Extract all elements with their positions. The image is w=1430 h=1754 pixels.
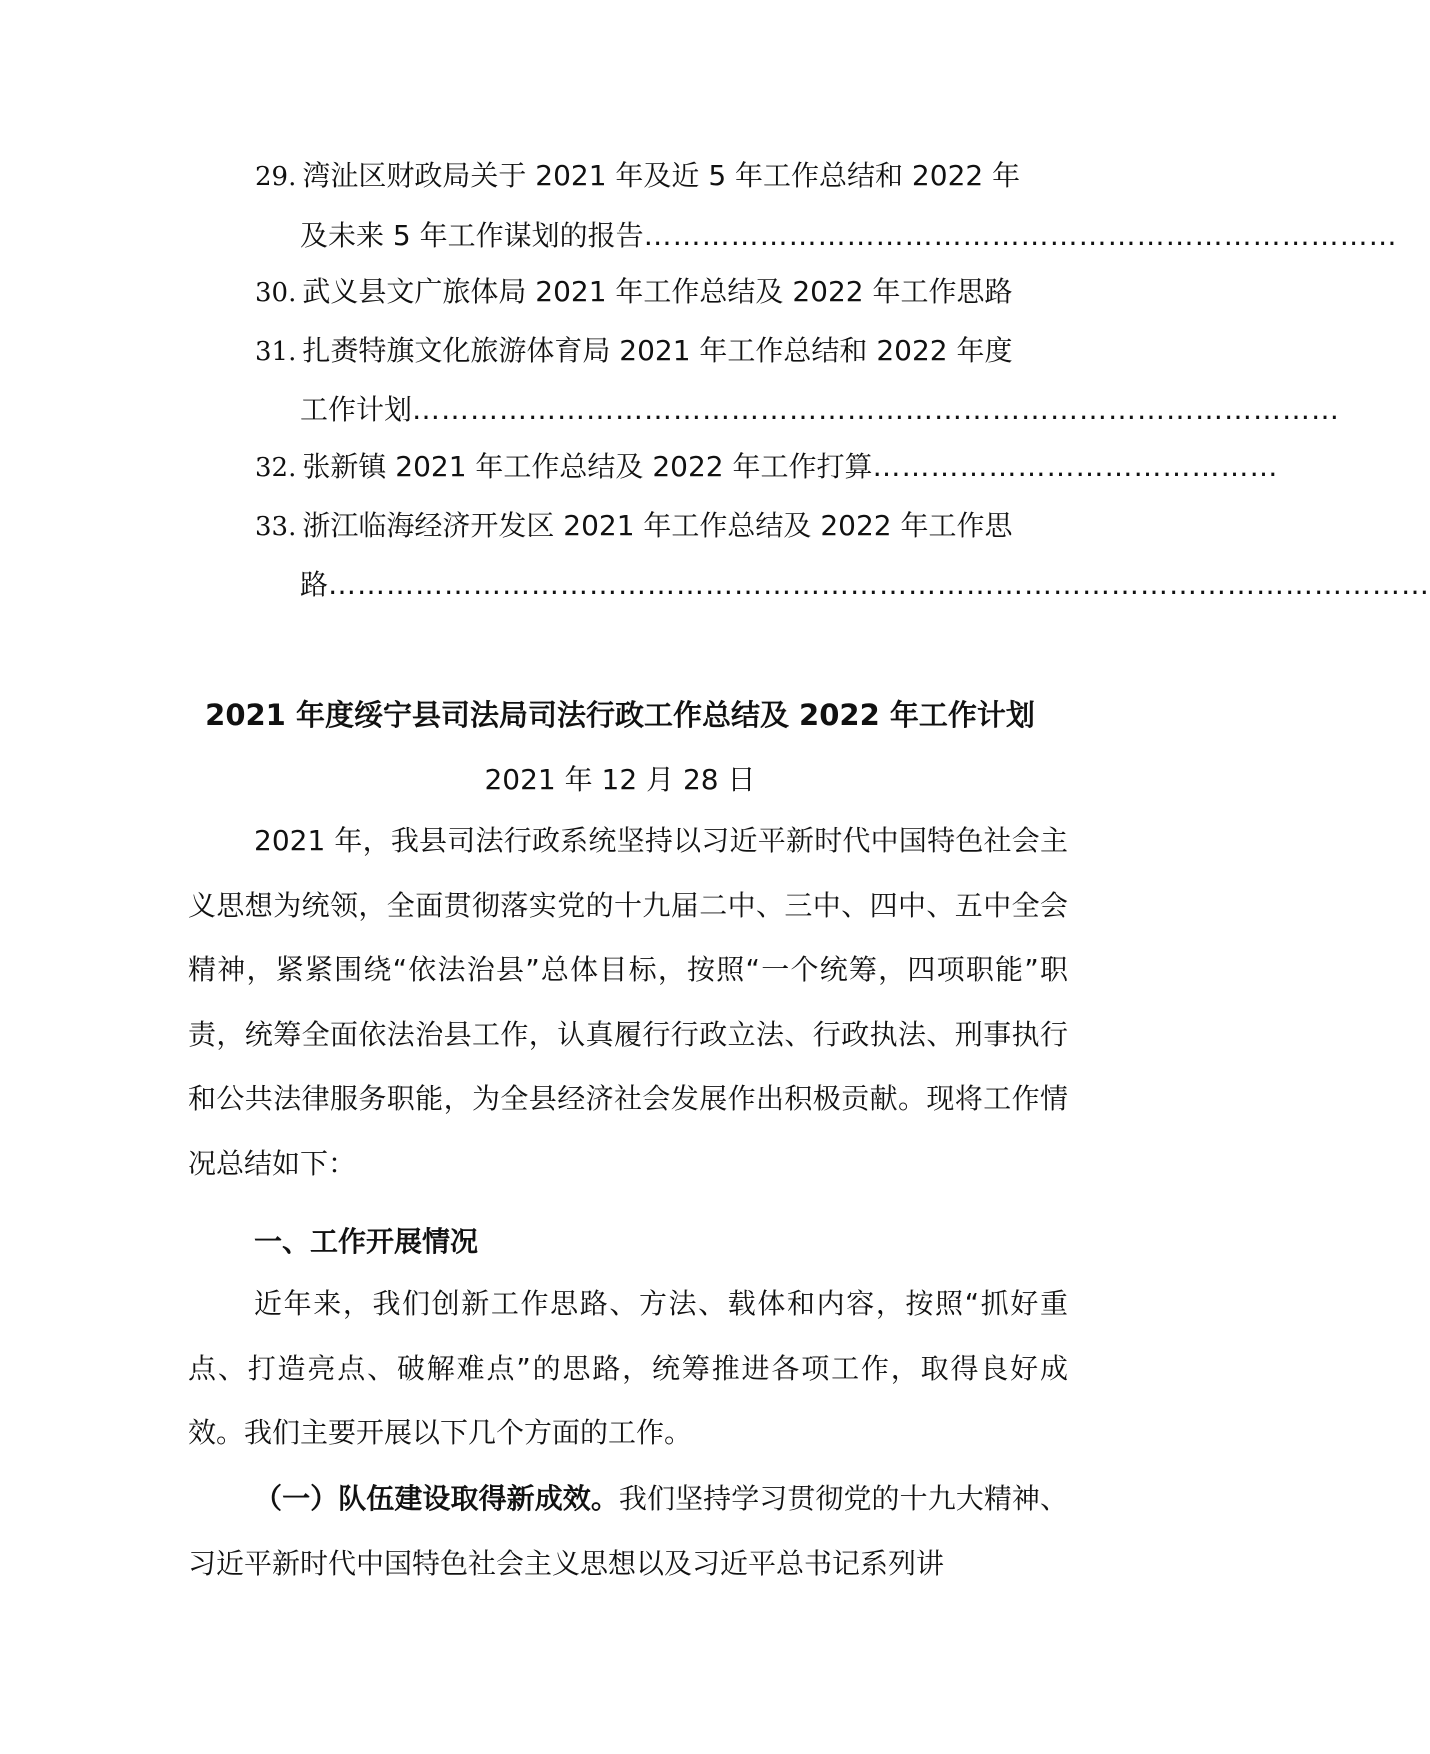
toc-title: 武义县文广旅体局 2021 年工作总结及 2022 年工作思路 — [302, 275, 1013, 308]
subsection-paragraph — [188, 1467, 1068, 1596]
toc-item-32[interactable] — [255, 447, 1279, 487]
toc-leader-dots: …………………………………………………………………………………… — [412, 393, 1341, 426]
toc-title-cont: 及未来 5 年工作谋划的报告 — [300, 219, 644, 252]
toc-number: 32. — [255, 453, 297, 483]
subsection-text: 我们坚持学习贯彻党的十九大精神、习近平新时代中国特色社会主义思想以及习近平总书记系列讲 — [188, 1482, 1068, 1580]
toc-item-31[interactable] — [255, 331, 1055, 371]
toc-title-cont: 路 — [300, 568, 329, 601]
toc-item-29[interactable] — [255, 156, 1055, 196]
toc-title: 扎赉特旗文化旅游体育局 2021 年工作总结和 2022 年度 — [302, 334, 1013, 367]
toc-item-29-cont[interactable] — [300, 216, 1398, 256]
section-heading: 一、工作开展情况 — [254, 1225, 479, 1258]
toc-item-33-cont[interactable] — [300, 565, 1430, 605]
toc-number: 30. — [255, 278, 297, 308]
toc-number: 33. — [255, 512, 297, 542]
toc-item-30[interactable] — [255, 272, 1055, 312]
toc-item-31-cont[interactable] — [300, 390, 1341, 430]
toc-title: 浙江临海经济开发区 2021 年工作总结及 2022 年工作思 — [302, 509, 1013, 542]
toc-leader-dots: …………………………………… — [872, 450, 1279, 483]
toc-item-33[interactable] — [255, 506, 1055, 546]
toc-number: 29. — [255, 162, 297, 192]
document-date: 2021 年 12 月 28 日 — [484, 763, 756, 796]
toc-title: 张新镇 2021 年工作总结及 2022 年工作打算 — [302, 450, 873, 483]
section-paragraph: 近年来，我们创新工作思路、方法、载体和内容，按照“抓好重点、打造亮点、破解难点”的思路，统筹推进各项工作，取得良好成效。我们主要开展以下几个方面的工作。 — [188, 1287, 1068, 1449]
toc-leader-dots: …………………………………………………………………………………………………… — [328, 568, 1430, 601]
toc-title: 湾沚区财政局关于 2021 年及近 5 年工作总结和 2022 年 — [302, 159, 1021, 192]
toc-number: 31. — [255, 337, 297, 367]
intro-paragraph: 2021 年，我县司法行政系统坚持以习近平新时代中国特色社会主义思想为统领，全面贯彻落实党的十九届二中、三中、四中、五中全会精神，紧紧围绕“依法治县”总体目标，按照“一个统筹，四项职能”职责，统筹全面依法治县工作，认真履行行政立法、行政执法、刑事执行和公共法律服务职能，为全县经济社会发展作出积极贡献。现将工作情况总结如下： — [188, 824, 1068, 1180]
subsection-heading: （一）队伍建设取得新成效。 — [254, 1482, 619, 1515]
toc-leader-dots: …………………………………………………………………… — [643, 219, 1398, 252]
document-title: 2021 年度绥宁县司法局司法行政工作总结及 2022 年工作计划 — [205, 698, 1035, 732]
toc-title-cont: 工作计划 — [300, 393, 413, 426]
